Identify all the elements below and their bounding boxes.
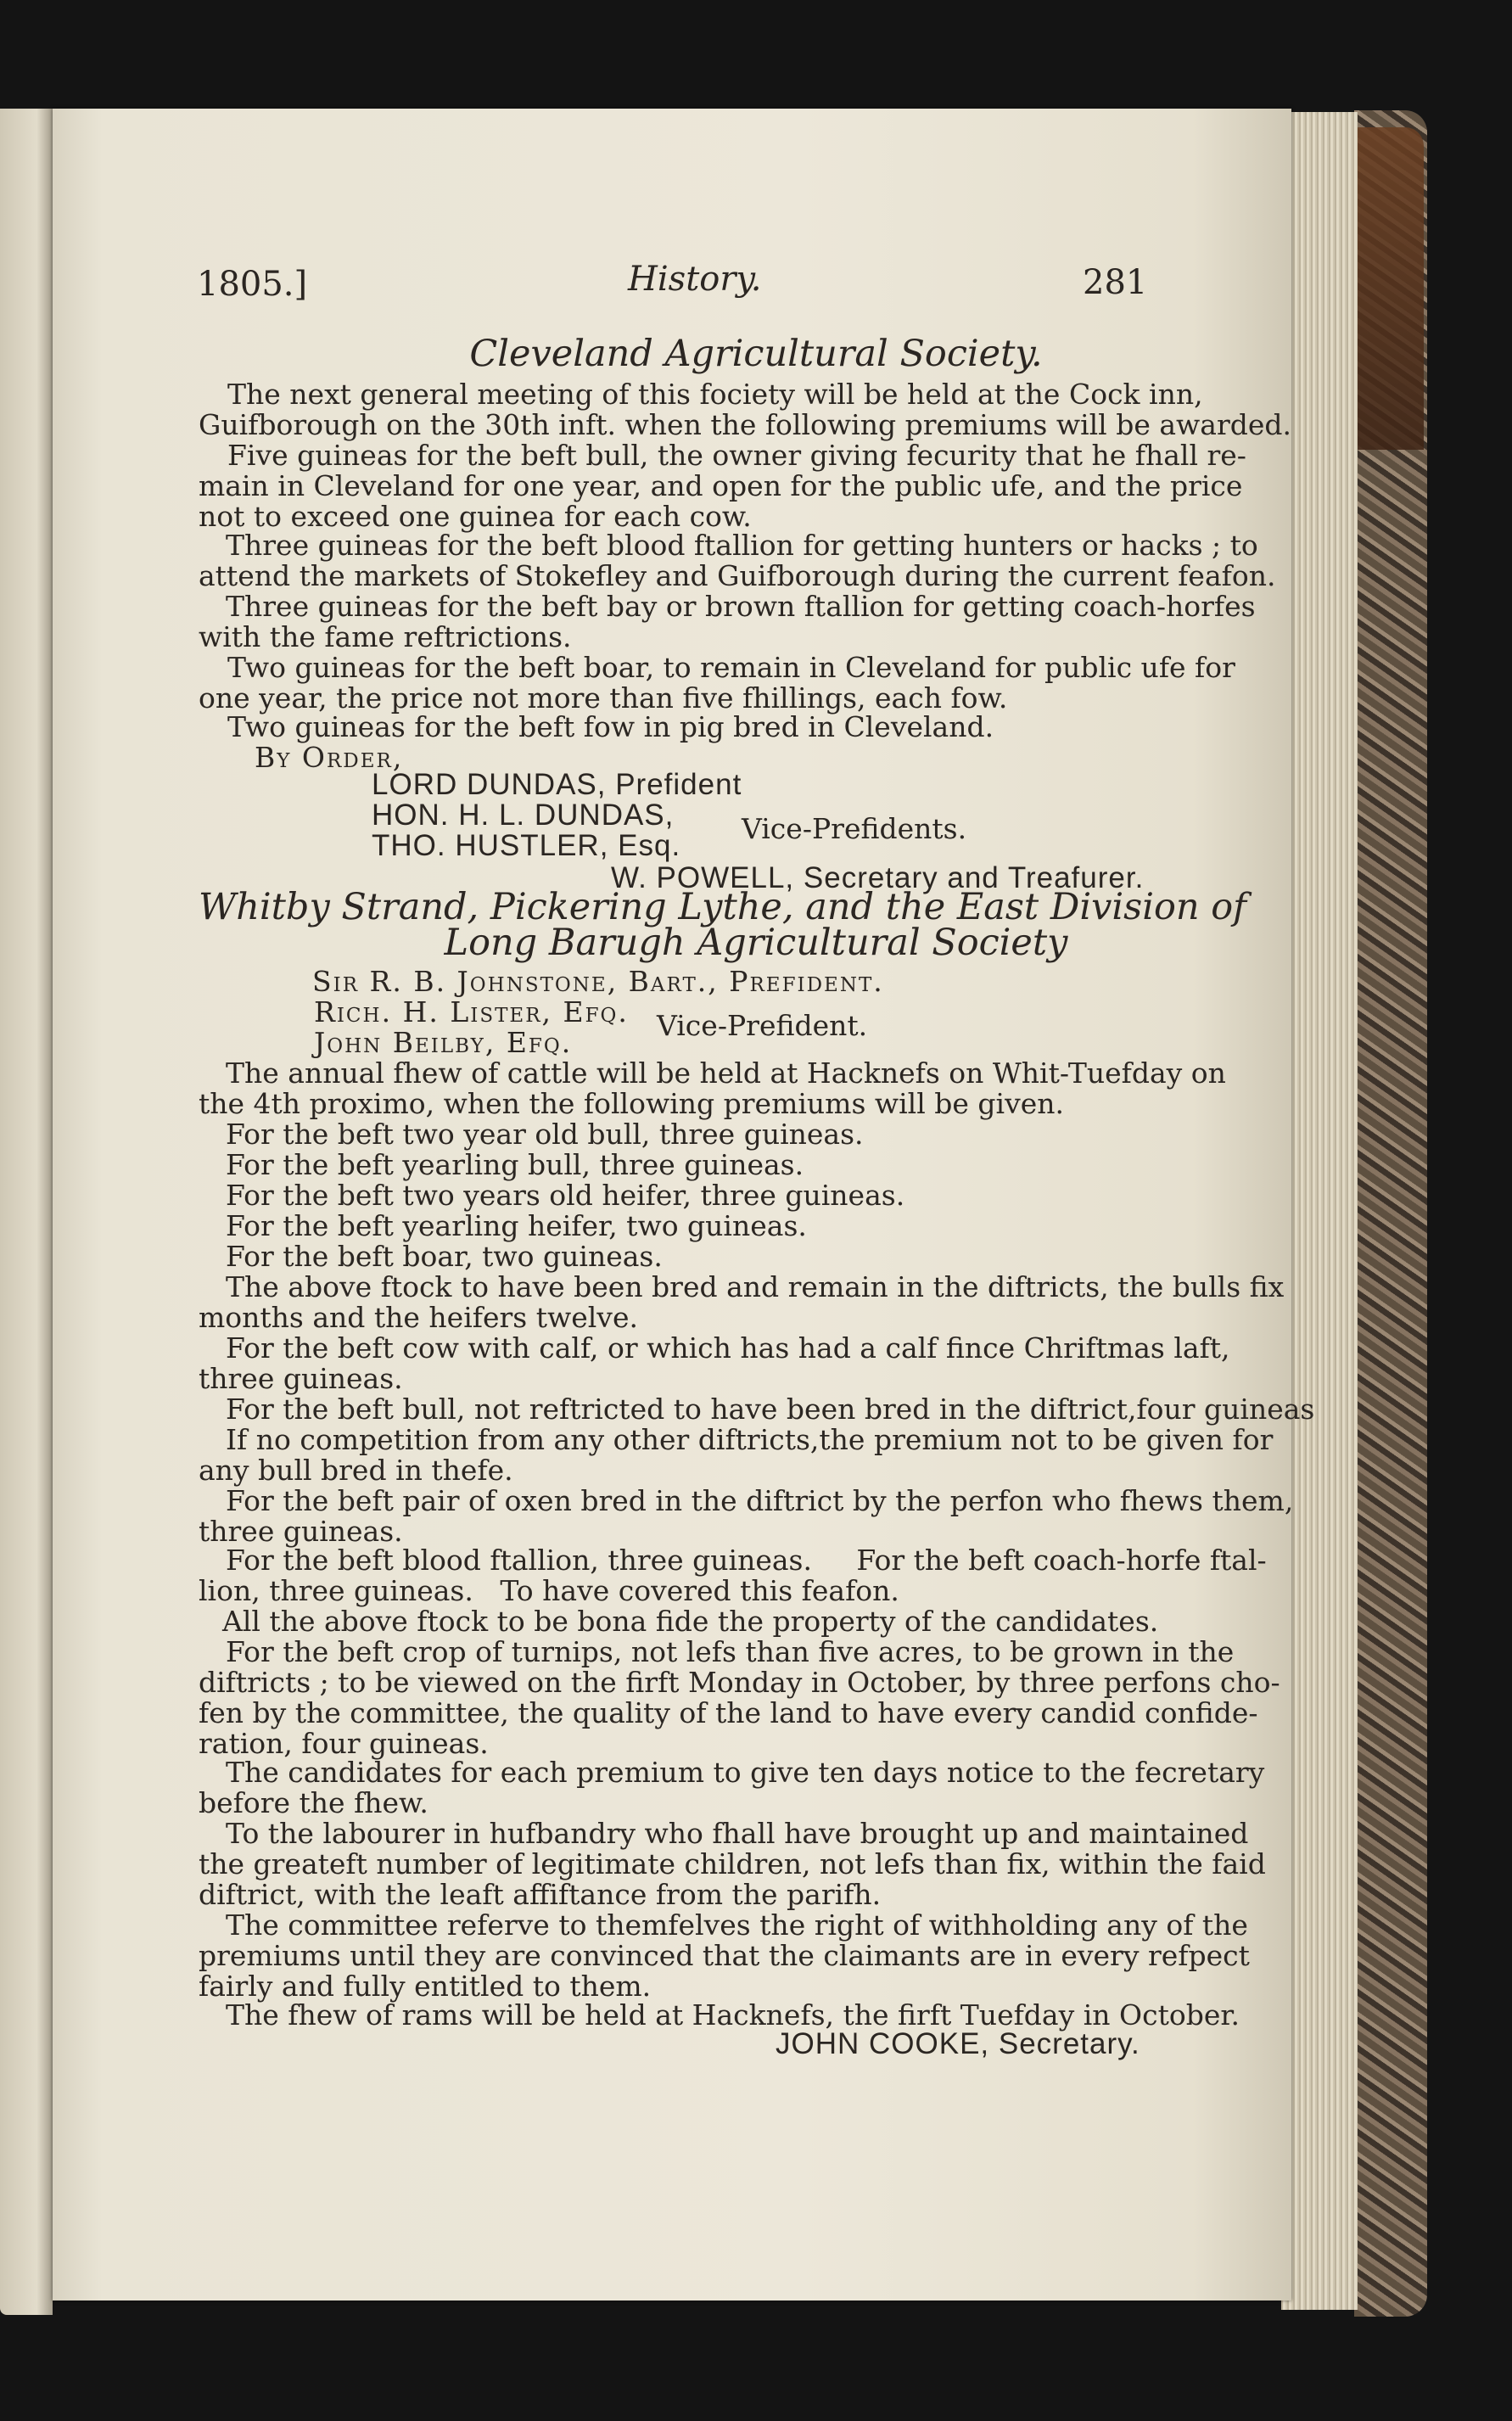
text-line: If no competition from any other diftricts,the premium not to be given for — [226, 1423, 1274, 1456]
text-line: months and the heifers twelve. — [199, 1301, 638, 1334]
text-line: The candidates for each premium to give ten days notice to the fecretary — [226, 1756, 1265, 1789]
text-line: For the beft pair of oxen bred in the diftrict by the perfon who fhews them, — [226, 1484, 1294, 1517]
text-line: All the above ftock to be bona fide the property of the candidates. — [222, 1605, 1159, 1638]
vice-presidents-label: Vice-Prefidents. — [742, 812, 967, 845]
text-line: Two guineas for the beft fow in pig bred in Cleveland. — [227, 710, 994, 743]
vice-president-name: HON. H. L. DUNDAS, — [372, 799, 675, 832]
text-line: one year, the price not more than five fhillings, each fow. — [199, 681, 1008, 715]
text-line: For the beft bull, not reftricted to have been bred in the diftrict,four guineas — [226, 1393, 1315, 1426]
whitby-title-line1: Whitby Strand, Pickering Lythe, and the East Division of — [199, 886, 1247, 928]
text-line: The above ftock to have been bred and remain in the diftricts, the bulls fix — [226, 1270, 1285, 1303]
text-line: For the beft two years old heifer, three guineas. — [226, 1179, 905, 1212]
text-line: For the beft blood ftallion, three guineas. For the beft coach-horfe ftal- — [226, 1544, 1267, 1577]
text-line: ration, four guineas. — [199, 1727, 489, 1760]
text-line: fen by the committee, the quality of the land to have every candid confide- — [199, 1696, 1258, 1729]
text-line: For the beft cow with calf, or which has had a calf fince Chriftmas laft, — [226, 1331, 1230, 1365]
by-order: By Order, — [255, 741, 404, 774]
secretary-signature: JOHN COOKE, Secretary. — [776, 2027, 1140, 2060]
president-name: Sir R. B. Johnstone, Bart., Prefident. — [312, 965, 884, 998]
whitby-title-line2: Long Barugh Agricultural Society — [444, 922, 1068, 964]
text-line: main in Cleveland for one year, and open for the public ufe, and the price — [199, 469, 1243, 502]
secretary-signature: W. POWELL, Secretary and Treafurer. — [611, 861, 1145, 894]
text-line: with the fame reftrictions. — [199, 620, 572, 653]
text-line: the 4th proximo, when the following premiums will be given. — [199, 1087, 1065, 1120]
text-line: diftrict, with the leaft affiftance from the parifh. — [199, 1878, 882, 1911]
text-line: For the beft crop of turnips, not lefs than five acres, to be grown in the — [226, 1635, 1235, 1668]
text-line: the greateft number of legitimate children, not lefs than fix, within the faid — [199, 1847, 1266, 1880]
text-line: Two guineas for the beft boar, to remain in Cleveland for public ufe for — [227, 651, 1235, 684]
running-head-year: 1805.] — [197, 265, 308, 304]
text-line: before the fhew. — [199, 1786, 428, 1819]
text-line: For the beft yearling heifer, two guineas. — [226, 1209, 807, 1242]
text-line: diftricts ; to be viewed on the firft Monday in October, by three perfons cho- — [199, 1666, 1280, 1699]
text-line: attend the markets of Stokefley and Guifborough during the current feafon. — [199, 559, 1276, 592]
running-head-section: History. — [628, 260, 762, 299]
text-line: Three guineas for the beft blood ftallion for getting hunters or hacks ; to — [226, 529, 1258, 562]
vice-president-name: Rich. H. Lister, Efq. — [314, 995, 629, 1028]
text-line: three guineas. — [199, 1362, 403, 1395]
text-line: premiums until they are convinced that the claimants are in every refpect — [199, 1939, 1250, 1972]
text-line: Three guineas for the beft bay or brown ftallion for getting coach-horfes — [226, 590, 1256, 623]
text-line: Guifborough on the 30th inft. when the following premiums will be awarded. — [199, 408, 1291, 441]
text-line: For the beft boar, two guineas. — [226, 1240, 663, 1273]
text-line: The fhew of rams will be held at Hacknefs, the firft Tuefday in October. — [226, 1998, 1240, 2032]
text-line: For the beft two year old bull, three guineas. — [226, 1118, 864, 1151]
text-line: lion, three guineas. To have covered this feafon. — [199, 1574, 899, 1607]
text-line: Five guineas for the beft bull, the owner giving fecurity that he fhall re- — [227, 439, 1246, 472]
text-line: The committee referve to themfelves the right of withholding any of the — [226, 1908, 1248, 1942]
text-line: not to exceed one guinea for each cow. — [199, 500, 752, 533]
text-line: three guineas. — [199, 1515, 403, 1548]
text-line: any bull bred in thefe. — [199, 1454, 513, 1487]
text-line: The annual fhew of cattle will be held at Hacknefs on Whit-Tuefday on — [226, 1056, 1226, 1090]
text-line: To the labourer in hufbandry who fhall have brought up and maintained — [226, 1817, 1249, 1850]
cleveland-title: Cleveland Agricultural Society. — [469, 333, 1043, 375]
text-line: The next general meeting of this fociety will be held at the Cock inn, — [227, 378, 1203, 411]
text-line: For the beft yearling bull, three guineas. — [226, 1148, 804, 1181]
text-line: fairly and fully entitled to them. — [199, 1970, 652, 2003]
page-number: 281 — [1083, 263, 1148, 302]
vice-president-name: John Beilby, Efq. — [314, 1026, 573, 1059]
vice-president-label: Vice-Prefident. — [657, 1009, 868, 1042]
president-name: LORD DUNDAS, Prefident — [372, 768, 742, 801]
vice-president-name: THO. HUSTLER, Esq. — [372, 829, 681, 862]
